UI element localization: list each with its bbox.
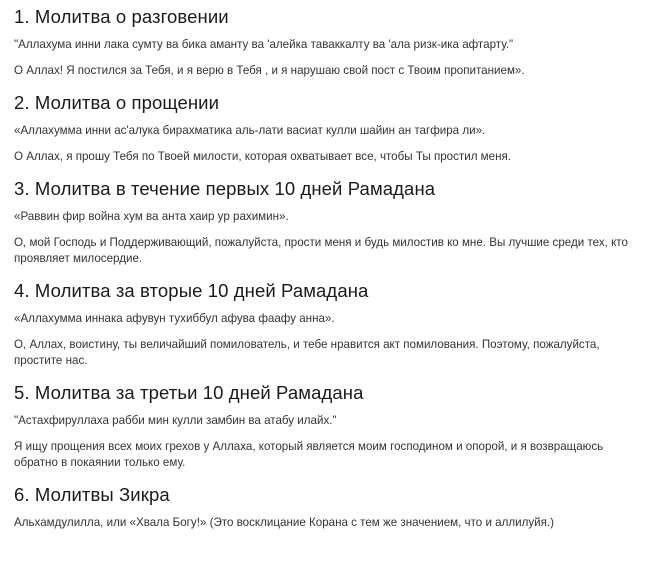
section-prayer-second-10-days xyxy=(14,280,634,369)
section-heading: 6. Молитвы Зикра xyxy=(14,484,170,505)
section-heading: 3. Молитва в течение первых 10 дней Рамадана xyxy=(14,178,436,199)
translation-text: Я ищу прощения всех моих грехов у Аллаха, который является моим господином и опорой, и я возвращаюсь обратно в покаянии только ему. xyxy=(14,440,604,469)
section-prayer-first-10-days xyxy=(14,178,634,267)
transliteration-text: "Аллахума инни лака сумту ва бика аманту ва 'алейка таваккалту ва 'ала ризк-ика афтарту." xyxy=(14,38,514,51)
dhikr-text: Альхамдулилла, или «Хвала Богу!» (Это восклицание Корана с тем же значением, что и аллилуйя.) xyxy=(14,516,554,529)
transliteration-text: «Аллахумма иннака афувун тухиббул афува фаафу анна». xyxy=(14,312,335,325)
translation-text: О Аллах, я прошу Тебя по Твоей милости, которая охватывает все, чтобы Ты простил меня. xyxy=(14,150,512,163)
section-prayer-forgiveness xyxy=(14,92,634,165)
section-heading: 4. Молитва за вторые 10 дней Рамадана xyxy=(14,280,369,301)
transliteration-text: «Аллахумма инни ас'алука бирахматика аль-лати васиат кулли шайин ан тагфира ли». xyxy=(14,124,486,137)
section-prayer-breaking-fast xyxy=(14,6,634,79)
transliteration-text: "Астахфируллаха рабби мин кулли замбин ва атабу илайх." xyxy=(14,414,337,427)
transliteration-text: «Раввин фир война хум ва анта хаир ур рахимин». xyxy=(14,210,289,223)
section-heading: 2. Молитва о прощении xyxy=(14,92,220,113)
translation-text: О Аллах! Я постился за Тебя, и я верю в Тебя , и я нарушаю свой пост с Твоим пропитанием». xyxy=(14,64,525,77)
section-dhikr-prayers xyxy=(14,484,634,531)
section-prayer-third-10-days xyxy=(14,382,634,471)
section-heading: 5. Молитва за третьи 10 дней Рамадана xyxy=(14,382,364,403)
section-heading: 1. Молитва о разговении xyxy=(14,6,229,27)
translation-text: О, мой Господь и Поддерживающий, пожалуйста, прости меня и будь милостив ко мне. Вы лучшие среди тех, кто проявляет милосердие. xyxy=(14,236,628,265)
translation-text: О, Аллах, воистину, ты величайший помилователь, и тебе нравится акт помилования. Поэтому, пожалуйста, простите нас. xyxy=(14,338,600,367)
